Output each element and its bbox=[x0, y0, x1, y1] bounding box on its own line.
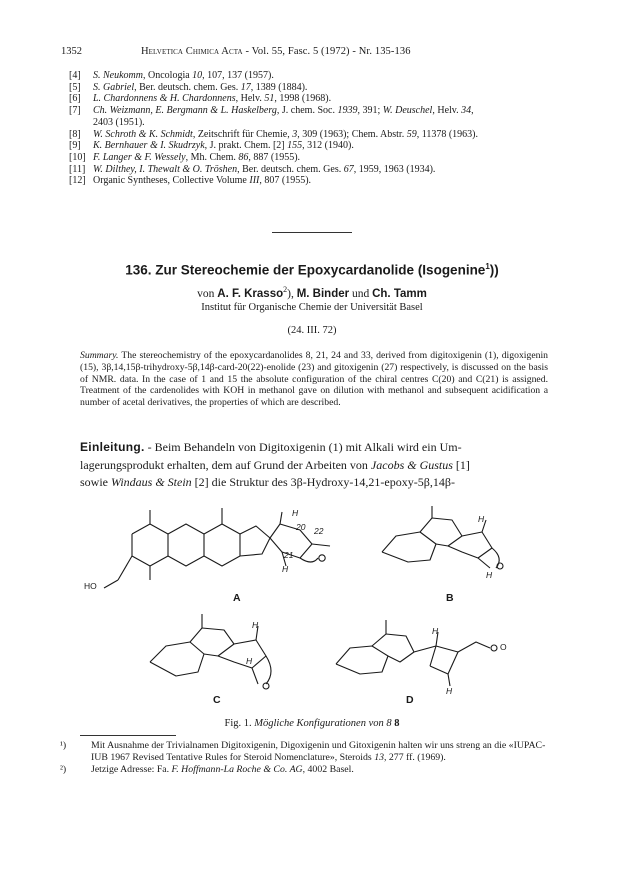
title-close: )) bbox=[489, 262, 499, 278]
article-title-text: 136. Zur Stereochemie der Epoxycardanolide (Isogenine bbox=[125, 262, 486, 278]
reference-source: , Ber. deutsch. chem. Ges. bbox=[134, 81, 241, 93]
reference-authors: W. Schroth & K. Schmidt bbox=[93, 128, 193, 140]
author-sep: ), bbox=[287, 287, 297, 300]
reference-authors: K. Bernhauer & I. Skudrzyk bbox=[93, 140, 205, 152]
reference-authors: W. Dilthey, I. Thewalt & O. Tröshen bbox=[93, 163, 238, 175]
author-1: A. F. Krasso bbox=[217, 287, 284, 300]
structure-b bbox=[382, 506, 503, 569]
reference-item bbox=[69, 175, 569, 187]
page-number: 1352 bbox=[61, 46, 82, 57]
reference-number: [11] bbox=[69, 163, 86, 175]
journal-line bbox=[141, 46, 411, 57]
reference-continuation: 2403 (1951). bbox=[93, 116, 145, 128]
reference-item bbox=[69, 82, 569, 94]
reference-item bbox=[69, 105, 569, 128]
reference-authors: S. Gabriel bbox=[93, 81, 135, 93]
cited-authors-2: Windaus & Stein bbox=[111, 475, 192, 489]
reference-details: , 1998 (1968). bbox=[274, 93, 332, 105]
reference-volume: 34 bbox=[461, 105, 472, 117]
reference-item bbox=[69, 70, 569, 82]
intro-line-1 bbox=[80, 439, 550, 457]
structure-a bbox=[104, 508, 330, 588]
reference-source: , Helv. bbox=[432, 105, 462, 117]
footnote-mark-2: ²) bbox=[60, 763, 67, 775]
atom-label-h-b: H bbox=[478, 514, 485, 524]
reference-source: , J. prakt. Chem. [2] bbox=[204, 140, 288, 152]
panel-label-d: D bbox=[406, 694, 414, 706]
article-title bbox=[0, 262, 624, 278]
footnotes bbox=[60, 740, 550, 776]
footnote-company: F. Hoffmann-La Roche & Co. AG bbox=[171, 763, 303, 775]
summary-label: Summary. bbox=[80, 350, 119, 361]
atom-label-h-a: H bbox=[292, 508, 299, 518]
introduction bbox=[80, 439, 550, 492]
author-by: von bbox=[197, 287, 218, 300]
reference-authors: L. Chardonnens & H. Chardonnens bbox=[93, 93, 236, 105]
structure-d bbox=[336, 620, 497, 686]
reference-number: [5] bbox=[69, 81, 81, 93]
reference-source: , Mh. Chem. bbox=[185, 151, 239, 163]
reference-list bbox=[69, 70, 569, 187]
reference-authors: Ch. Weizmann, E. Bergmann & L. Haskelberg bbox=[93, 105, 277, 117]
reference-details: , 391; bbox=[357, 105, 383, 117]
reference-number: [7] bbox=[69, 105, 81, 117]
volume-info: - Vol. 55, Fasc. 5 (1972) - Nr. 135-136 bbox=[245, 46, 411, 57]
reference-source: , Ber. deutsch. chem. Ges. bbox=[237, 163, 344, 175]
figure-caption: Fig. 1. Mögliche Konfigurationen von 8 8 bbox=[224, 718, 400, 729]
author-and: und bbox=[349, 287, 373, 300]
reference-source: Organic Syntheses, Collective Volume bbox=[93, 175, 250, 187]
author-line bbox=[0, 285, 624, 300]
section-divider bbox=[272, 232, 352, 233]
reference-volume: 59 bbox=[406, 128, 417, 140]
footnote-rule bbox=[80, 735, 176, 736]
intro-text-2: lagerungsprodukt erhalten, dem auf Grund der Arbeiten von bbox=[80, 457, 371, 472]
reference-volume: 86 bbox=[238, 151, 249, 163]
reference-details: , 107, 137 (1957). bbox=[202, 70, 274, 81]
atom-label-h-d2: H bbox=[446, 686, 453, 696]
atom-label-c20: 20 bbox=[296, 522, 306, 532]
panel-label-a: A bbox=[233, 592, 241, 604]
author-footnote-mark: 2 bbox=[283, 285, 288, 294]
atom-label-o-d: O bbox=[500, 642, 507, 652]
reference-source: , Zeitschrift für Chemie, bbox=[192, 128, 293, 140]
reference-source: , J. chem. Soc. bbox=[276, 105, 338, 117]
reference-number: [4] bbox=[69, 70, 81, 81]
reference-details: , 1959, 1963 (1934). bbox=[353, 163, 436, 175]
intro-text-1: - Beim Behandeln von Digitoxigenin (1) mit Alkali wird ein Um- bbox=[144, 440, 462, 454]
reference-number: [6] bbox=[69, 93, 81, 105]
reference-item bbox=[69, 93, 569, 105]
reference-details: , bbox=[471, 105, 474, 117]
reference-authors: W. Deuschel bbox=[382, 105, 433, 117]
reference-item bbox=[69, 164, 569, 176]
reference-authors: S. Neukomm bbox=[93, 70, 143, 81]
structure-drawings bbox=[0, 496, 624, 730]
reference-details: , 1389 (1884). bbox=[250, 81, 308, 93]
caption-text: Mögliche Konfigurationen von 8 bbox=[254, 718, 392, 729]
reference-authors: F. Langer & F. Wessely bbox=[93, 151, 186, 163]
received-date: (24. III. 72) bbox=[287, 325, 337, 336]
journal-name: Helvetica Chimica Acta bbox=[141, 46, 243, 57]
intro-text-3: [2] die Struktur des 3β-Hydroxy-14,21-epoxy-5β,14β- bbox=[191, 475, 455, 489]
caption-prefix: Fig. 1. bbox=[224, 718, 255, 729]
reference-details: , 11378 (1963). bbox=[416, 128, 478, 140]
footnote-rest-1: , 277 ff. (1969). bbox=[384, 751, 446, 763]
reference-volume: 17 bbox=[240, 81, 251, 93]
intro-line-2 bbox=[80, 457, 550, 475]
cited-authors-1: Jacobs & Gustus bbox=[370, 457, 453, 472]
reference-number: [8] bbox=[69, 128, 81, 140]
summary-text: The stereochemistry of the epoxycardanolides 8, 21, 24 and 33, derived from digitoxigenin (1), digoxigenin (15), 3β,14,15β-trihydroxy-5β,14β-card-20(22)-enolide (23) and gitoxigenin (27) respectively, is discussed on the basis of NMR. data. In the case of 1 and 15 the absolute configuration of the chiral centres C(20) and C(21) is assigned. Treatment of the cardenolides with KOH in methanol gave on dilution with methanol and subsequent acidification a number of acetal derivatives, the properties of which are described. bbox=[80, 350, 548, 409]
panel-label-b: B bbox=[446, 592, 454, 604]
reference-number: [9] bbox=[69, 140, 81, 152]
reference-volume: 1939 bbox=[337, 105, 358, 117]
footnote-1 bbox=[60, 740, 550, 764]
reference-number: [10] bbox=[69, 151, 86, 163]
atom-label-h-c: H bbox=[252, 620, 259, 630]
reference-source: , Oncologia bbox=[143, 70, 193, 81]
footnote-2 bbox=[60, 764, 550, 776]
reference-details: , 309 (1963); Chem. Abstr. bbox=[297, 128, 407, 140]
atom-label-h-c2: H bbox=[246, 656, 253, 666]
author-2: M. Binder bbox=[296, 287, 350, 300]
intro-line-3 bbox=[80, 474, 550, 492]
footnote-text-1: Mit Ausnahme der Trivialnamen Digitoxigenin, Digoxigenin und Gitoxigenin halten wir uns streng an die «IUPAC-IUB 1967 Revised Tentative Rules for Steroid Nomenclature», Steroids bbox=[91, 740, 546, 763]
reference-item bbox=[69, 129, 569, 141]
author-3: Ch. Tamm bbox=[372, 287, 427, 300]
figure-1 bbox=[0, 496, 624, 730]
atom-label-h-d: H bbox=[432, 626, 439, 636]
reference-source: , Helv. bbox=[235, 93, 265, 105]
atom-label-c22: 22 bbox=[314, 526, 324, 536]
institute: Institut für Organische Chemie der Universität Basel bbox=[201, 302, 423, 313]
atom-label-h-a2: H bbox=[282, 564, 289, 574]
atom-label-ho: HO bbox=[84, 581, 97, 591]
title-footnote-mark: 1 bbox=[485, 262, 490, 271]
reference-volume: 10 bbox=[192, 70, 203, 81]
reference-volume: 67 bbox=[343, 163, 354, 175]
reference-number: [12] bbox=[69, 175, 86, 187]
intro-text-3-pre: sowie bbox=[80, 475, 111, 489]
footnote-vol-1: 13 bbox=[374, 751, 384, 763]
reference-volume: 3 bbox=[292, 128, 298, 140]
reference-details: , 887 (1955). bbox=[248, 151, 301, 163]
reference-details: , 807 (1955). bbox=[259, 175, 312, 187]
atom-label-c21: 21 bbox=[284, 550, 294, 560]
reference-item bbox=[69, 140, 569, 152]
footnote-mark-1: ¹) bbox=[60, 740, 67, 751]
footnote-rest-2: , 4002 Basel. bbox=[302, 763, 354, 775]
intro-text-2-end: [1] bbox=[452, 457, 470, 472]
reference-item bbox=[69, 152, 569, 164]
reference-volume: 155 bbox=[287, 140, 303, 152]
summary bbox=[80, 350, 548, 409]
panel-label-c: C bbox=[213, 694, 221, 706]
reference-volume: 51 bbox=[264, 93, 275, 105]
reference-details: , 312 (1940). bbox=[302, 140, 354, 152]
reference-volume: III bbox=[249, 175, 260, 187]
intro-heading: Einleitung. bbox=[80, 440, 145, 454]
atom-label-h-b2: H bbox=[486, 570, 493, 580]
footnote-text-2: Jetzige Adresse: Fa. bbox=[91, 763, 172, 775]
